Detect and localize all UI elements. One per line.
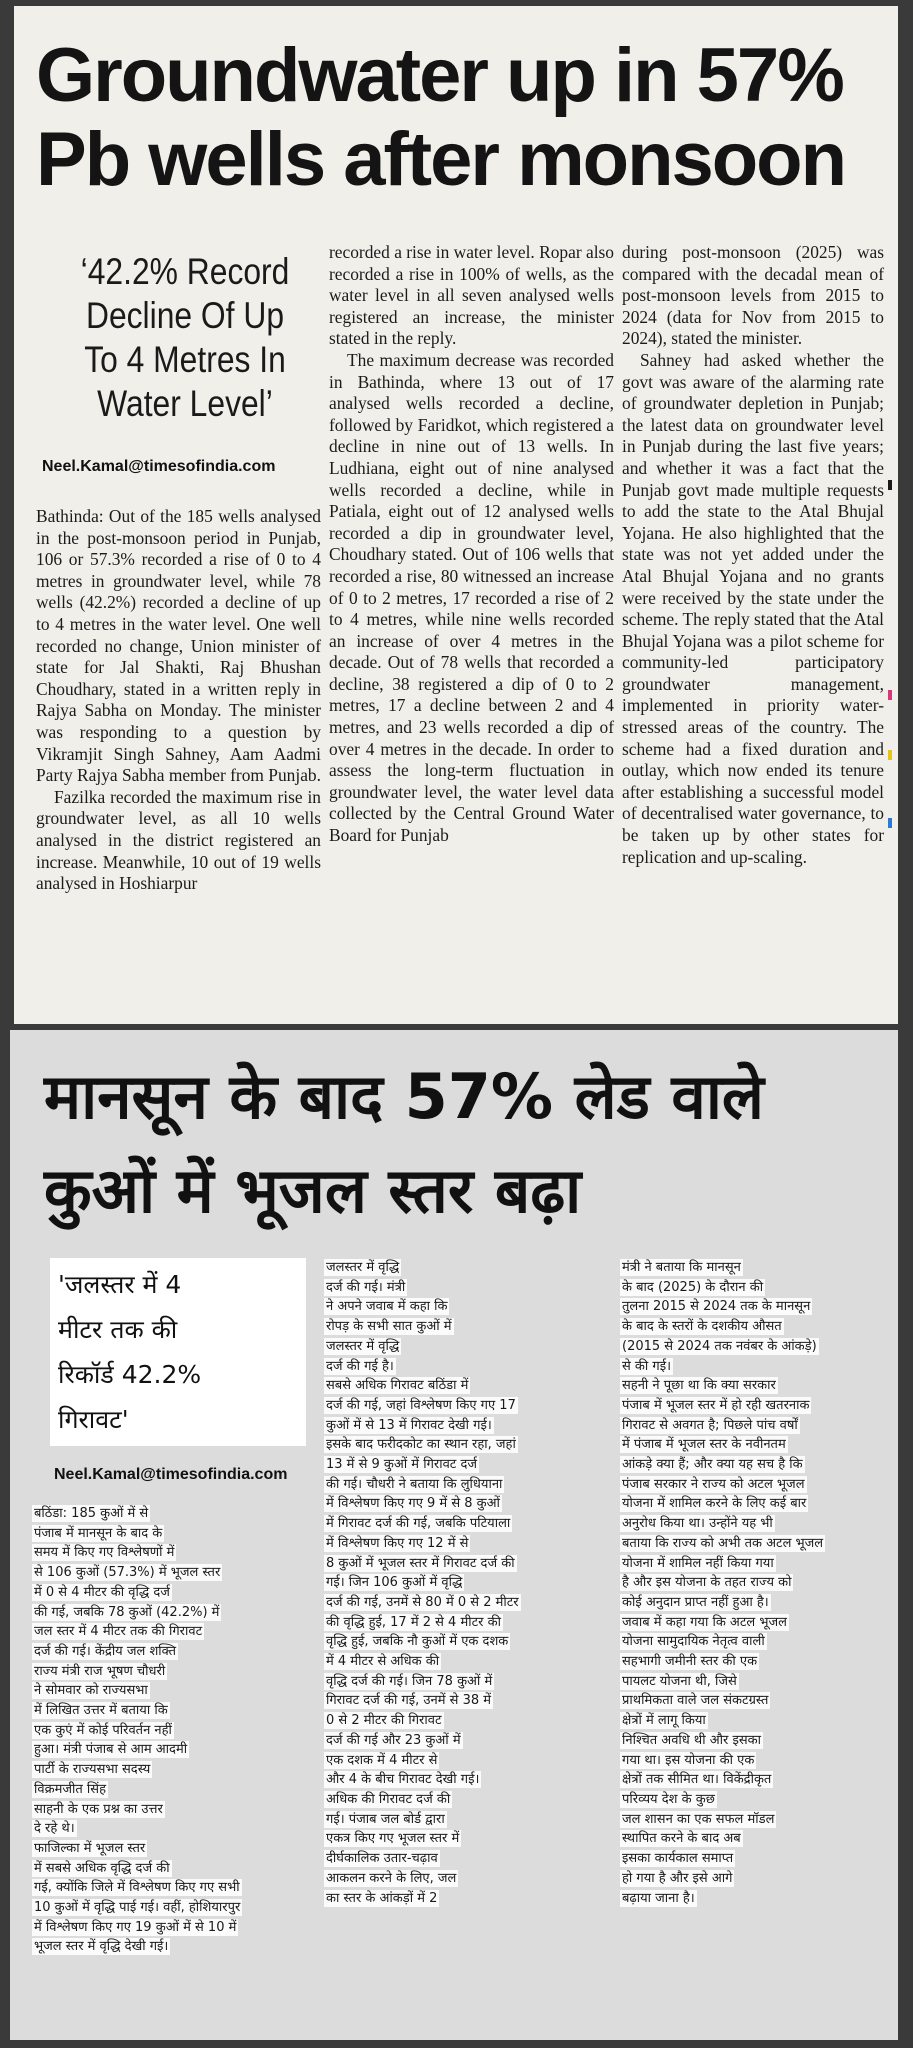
hindi-text-line: एकत्र किए गए भूजल स्तर में: [326, 1831, 460, 1847]
english-clipping: [14, 6, 898, 1024]
print-registration-mark: [888, 750, 892, 760]
hindi-text-line: दीर्घकालिक उतार-चढ़ाव: [326, 1851, 438, 1867]
hindi-text-line: योजना में शामिल नहीं किया गया: [622, 1555, 774, 1571]
hindi-text-line: गिरावट दर्ज की गई, उनमें से 38 में: [326, 1693, 492, 1709]
hindi-text-line: गया था। इस योजना की एक: [622, 1752, 755, 1768]
hindi-text-line: 8 कुओं में भूजल स्तर में गिरावट दर्ज की: [326, 1555, 515, 1571]
print-registration-mark: [888, 818, 892, 828]
hindi-text-line: में विश्लेषण किए गए 9 में से 8 कुओं: [326, 1496, 500, 1512]
hindi-text-line: ने अपने जवाब में कहा कि: [326, 1299, 448, 1315]
hindi-headline-line-1: मानसून के बाद 57% लेड वाले: [44, 1060, 764, 1133]
hindi-text-line: के बाद के स्तरों के दशकीय औसत: [622, 1319, 782, 1335]
english-byline: Neel.Kamal@timesofindia.com: [42, 458, 276, 475]
hindi-text-line: गिरावट से अवगत है; पिछले पांच वर्षों: [622, 1417, 798, 1433]
hindi-text-line: पार्टी के राज्यसभा सदस्य: [34, 1762, 151, 1778]
hindi-text-line: की वृद्धि हुई, 17 में 2 से 4 मीटर की: [326, 1614, 501, 1630]
hindi-text-line: फाजिल्का में भूजल स्तर: [34, 1840, 146, 1856]
hindi-text-line: दर्ज की गई है।: [326, 1358, 394, 1374]
hindi-text-line: में विश्लेषण किए गए 12 में से: [326, 1535, 469, 1551]
hindi-text-line: स्थापित करने के बाद अब: [622, 1831, 741, 1847]
hindi-text-line: से की गई।: [622, 1358, 672, 1374]
hindi-subhead-line: 'जलस्तर में 4: [58, 1270, 182, 1299]
hindi-text-line: दे रहे थे।: [34, 1821, 75, 1837]
hindi-text-line: गई, क्योंकि जिले में विश्लेषण किए गए सभी: [34, 1880, 240, 1896]
hindi-text-line: क्षेत्रों में लागू किया: [622, 1713, 706, 1729]
hindi-clipping: [10, 1030, 898, 2040]
hindi-text-line: दर्ज की गई। केंद्रीय जल शक्ति: [34, 1643, 177, 1659]
hindi-text-line: वृद्धि दर्ज की गई। जिन 78 कुओं में: [326, 1673, 493, 1689]
print-registration-mark: [888, 480, 892, 490]
english-column-2: [329, 242, 614, 847]
hindi-text-line: के बाद (2025) के दौरान की: [622, 1279, 764, 1295]
hindi-text-line: सबसे अधिक गिरावट बठिंडा में: [326, 1378, 469, 1394]
english-headline: [36, 34, 886, 202]
hindi-text-line: आकलन करने के लिए, जल: [326, 1870, 457, 1886]
hindi-text-line: भूजल स्तर में वृद्धि देखी गई।: [34, 1939, 169, 1955]
hindi-text-line: पंजाब में मानसून के बाद के: [34, 1525, 163, 1541]
hindi-text-line: ने सोमवार को राज्यसभा: [34, 1683, 148, 1699]
hindi-text-line: एक कुएं में कोई परिवर्तन नहीं: [34, 1722, 172, 1738]
english-col3-para-1: during post-monsoon (2025) was compared with the decadal mean of post-monsoon levels from 2015 to 2024 (data for Nov from 2015 to 2024), stated the minister.: [622, 242, 884, 349]
print-registration-mark: [888, 690, 892, 700]
hindi-text-line: का स्तर के आंकड़ों में 2: [326, 1890, 438, 1906]
hindi-text-line: दर्ज की गई और 23 कुओं में: [326, 1732, 461, 1748]
hindi-text-line: वृद्धि हुई, जबकि नौ कुओं में एक दशक: [326, 1634, 509, 1650]
hindi-column-3: [620, 1258, 882, 1908]
hindi-text-line: समय में किए गए विश्लेषणों में: [34, 1545, 175, 1561]
hindi-text-line: अनुरोध किया था। उन्होंने यह भी: [622, 1516, 773, 1532]
hindi-text-line: राज्य मंत्री राज भूषण चौधरी: [34, 1663, 166, 1679]
hindi-text-line: सहभागी जमीनी स्तर की एक: [622, 1654, 758, 1670]
hindi-text-line: योजना सामुदायिक नेतृत्व वाली: [622, 1634, 765, 1650]
hindi-text-line: में विश्लेषण किए गए 19 कुओं में से 10 में: [34, 1919, 237, 1935]
hindi-headline-line-2: कुओं में भूजल स्तर बढ़ा: [44, 1154, 582, 1227]
hindi-text-line: हो गया है और इसे आगे: [622, 1870, 733, 1886]
hindi-text-line: पायलट योजना थी, जिसे: [622, 1673, 737, 1689]
english-column-1: [36, 506, 321, 895]
hindi-text-line: बठिंडा: 185 कुओं में से: [34, 1506, 149, 1521]
hindi-text-line: विक्रमजीत सिंह: [34, 1781, 106, 1797]
hindi-subhead: [50, 1258, 306, 1446]
hindi-text-line: है और इस योजना के तहत राज्य को: [622, 1575, 792, 1591]
hindi-text-line: रोपड़ के सभी सात कुओं में: [326, 1319, 452, 1335]
english-col2-para-1: recorded a rise in water level. Ropar also recorded a rise in 100% of wells, as the water level in all seven analysed wells registered an increase, the minister stated in the reply.: [329, 242, 614, 349]
hindi-text-line: 13 में से 9 कुओं में गिरावट दर्ज: [326, 1457, 478, 1473]
hindi-text-line: एक दशक में 4 मीटर से: [326, 1752, 438, 1768]
hindi-text-line: बताया कि राज्य को अभी तक अटल भूजल: [622, 1535, 824, 1551]
hindi-text-line: जवाब में कहा गया कि अटल भूजल: [622, 1614, 787, 1630]
hindi-text-line: पंजाब सरकार ने राज्य को अटल भूजल: [622, 1476, 805, 1492]
hindi-text-line: अधिक की गिरावट दर्ज की: [326, 1791, 451, 1807]
hindi-text-line: में लिखित उत्तर में बताया कि: [34, 1703, 168, 1719]
hindi-text-line: सहनी ने पूछा था कि क्या सरकार: [622, 1378, 776, 1394]
hindi-text-line: (2015 से 2024 तक नवंबर के आंकड़े): [622, 1338, 817, 1354]
hindi-column-1: [32, 1504, 314, 1957]
english-col2-para-2: The maximum decrease was recorded in Bathinda, where 13 out of 17 analysed wells recorded a decline, followed by Faridkot, which registered a decline in nine out of 13 wells. In Ludhiana, eight out of nine analysed wells recorded a decline, while in Patiala, eight out of 12 analysed wells recorded a dip in groundwater level, Choudhary stated. Out of 106 wells that recorded a rise, 80 witnessed an increase of 0 to 2 metres, 17 recorded a rise of 2 to 4 metres, while nine wells recorded an increase of over 4 metres in the decade. Out of 78 wells that recorded a decline, 38 registered a dip of 0 to 2 metres, 17 a decline between 2 and 4 metres, and 23 wells recorded a dip of over 4 metres in the decade. In order to assess the long-term fluctuation in groundwater level, the water level data collected by the Central Ground Water Board for Punjab: [329, 349, 614, 846]
hindi-text-line: में गिरावट दर्ज की गई, जबकि पटियाला: [326, 1516, 511, 1532]
hindi-text-line: दर्ज की गई। मंत्री: [326, 1279, 406, 1295]
hindi-text-line: 10 कुओं में वृद्धि पाई गई। वहीं, होशियारपुर: [34, 1900, 241, 1916]
hindi-text-line: मंत्री ने बताया कि मानसून: [622, 1260, 741, 1275]
hindi-text-line: दर्ज की गई, जहां विश्लेषण किए गए 17: [326, 1397, 516, 1413]
hindi-text-line: कोई अनुदान प्राप्त नहीं हुआ है।: [622, 1594, 769, 1610]
hindi-text-line: तुलना 2015 से 2024 तक के मानसून: [622, 1299, 811, 1315]
hindi-text-line: की गई, जबकि 78 कुओं (42.2%) में: [34, 1604, 220, 1620]
hindi-column-2: [324, 1258, 612, 1908]
hindi-text-line: योजना में शामिल करने के लिए कई बार: [622, 1496, 807, 1512]
hindi-subhead-line: मीटर तक की: [58, 1315, 178, 1344]
hindi-text-line: में सबसे अधिक वृद्धि दर्ज की: [34, 1860, 170, 1876]
hindi-text-line: आंकड़े क्या हैं; और क्या यह सच है कि: [622, 1457, 803, 1473]
hindi-text-line: में 4 मीटर से अधिक की: [326, 1654, 440, 1670]
hindi-subhead-line: गिरावट': [58, 1405, 129, 1434]
hindi-text-line: 0 से 2 मीटर की गिरावट: [326, 1713, 442, 1729]
english-headline-line-1: Groundwater up in 57%: [36, 33, 843, 118]
english-column-3: [622, 242, 884, 868]
hindi-text-line: और 4 के बीच गिरावट देखी गई।: [326, 1772, 480, 1788]
hindi-text-line: जल शासन का एक सफल मॉडल: [622, 1811, 775, 1827]
hindi-text-line: से 106 कुओं (57.3%) में भूजल स्तर: [34, 1565, 221, 1581]
hindi-text-line: बढ़ाया जाना है।: [622, 1890, 695, 1906]
hindi-subhead-line: रिकॉर्ड 42.2%: [58, 1360, 202, 1389]
hindi-byline: Neel.Kamal@timesofindia.com: [54, 1466, 288, 1483]
hindi-text-line: की गई। चौधरी ने बताया कि लुधियाना: [326, 1476, 503, 1492]
hindi-text-line: क्षेत्रों तक सीमित था। विकेंद्रीकृत: [622, 1772, 772, 1788]
english-headline-line-2: Pb wells after monsoon: [36, 117, 846, 202]
hindi-text-line: पंजाब में भूजल स्तर में हो रही खतरनाक: [622, 1397, 810, 1413]
english-col1-para-2: Fazilka recorded the maximum rise in groundwater level, as all 10 wells analysed in the district registered an increase. Meanwhile, 10 out of 19 wells analysed in Hoshiarpur: [36, 786, 321, 894]
hindi-headline: [44, 1050, 884, 1238]
hindi-text-line: में पंजाब में भूजल स्तर के नवीनतम: [622, 1437, 786, 1453]
hindi-text-line: इसका कार्यकाल समाप्त: [622, 1851, 734, 1867]
hindi-text-line: इसके बाद फरीदकोट का स्थान रहा, जहां: [326, 1437, 516, 1453]
english-subhead: ‘42.2% Record Decline Of Up To 4 Metres In Water Level’: [80, 251, 290, 424]
hindi-text-line: गई। जिन 106 कुओं में वृद्धि: [326, 1575, 463, 1591]
english-col3-para-2: Sahney had asked whether the govt was aware of the alarming rate of groundwater depletion in Punjab; the latest data on groundwater level in Punjab during the last five years; and whether it was a fact that the Punjab govt made multiple requests to add the state to the Atal Bhujal Yojana. He also highlighted that the state was not yet added under the Atal Bhujal Yojana and no grants were received by the state under the scheme. The reply stated that the Atal Bhujal Yojana was a pilot scheme for community-led participatory groundwater management, implemented in priority water-stressed areas of the country. The scheme had a fixed duration and outlay, which now ended its tenure after establishing a successful model of decentralised water governance, to be taken up by other states for replication and up-scaling.: [622, 349, 884, 867]
hindi-text-line: गई। पंजाब जल बोर्ड द्वारा: [326, 1811, 445, 1827]
hindi-text-line: जलस्तर में वृद्धि: [326, 1338, 400, 1354]
hindi-text-line: जलस्तर में वृद्धि: [326, 1260, 400, 1275]
hindi-text-line: कुओं में से 13 में गिरावट देखी गई।: [326, 1417, 492, 1433]
hindi-text-line: दर्ज की गई, उनमें से 80 में 0 से 2 मीटर: [326, 1594, 519, 1610]
hindi-text-line: जल स्तर में 4 मीटर तक की गिरावट: [34, 1624, 203, 1640]
hindi-text-line: निश्चित अवधि थी और इसका: [622, 1732, 762, 1748]
hindi-text-line: हुआ। मंत्री पंजाब से आम आदमी: [34, 1742, 188, 1758]
hindi-text-line: परिव्यय देश के कुछ: [622, 1791, 715, 1807]
hindi-text-line: में 0 से 4 मीटर की वृद्धि दर्ज: [34, 1584, 170, 1600]
hindi-text-line: साहनी के एक प्रश्न का उत्तर: [34, 1801, 163, 1817]
hindi-text-line: प्राथमिकता वाले जल संकटग्रस्त: [622, 1693, 769, 1709]
english-col1-para-1: Bathinda: Out of the 185 wells analysed in the post-monsoon period in Punjab, 106 or 57.3% recorded a rise of 0 to 4 metres in groundwater level, while 78 wells (42.2%) recorded a decline of up to 4 metres in the water level. One well recorded no change, Union minister of state for Jal Shakti, Raj Bhushan Choudhary, stated in a written reply in Rajya Sabha on Monday. The minister was responding to a question by Vikramjit Singh Sahney, Aam Aadmi Party Rajya Sabha member from Punjab.: [36, 506, 321, 786]
